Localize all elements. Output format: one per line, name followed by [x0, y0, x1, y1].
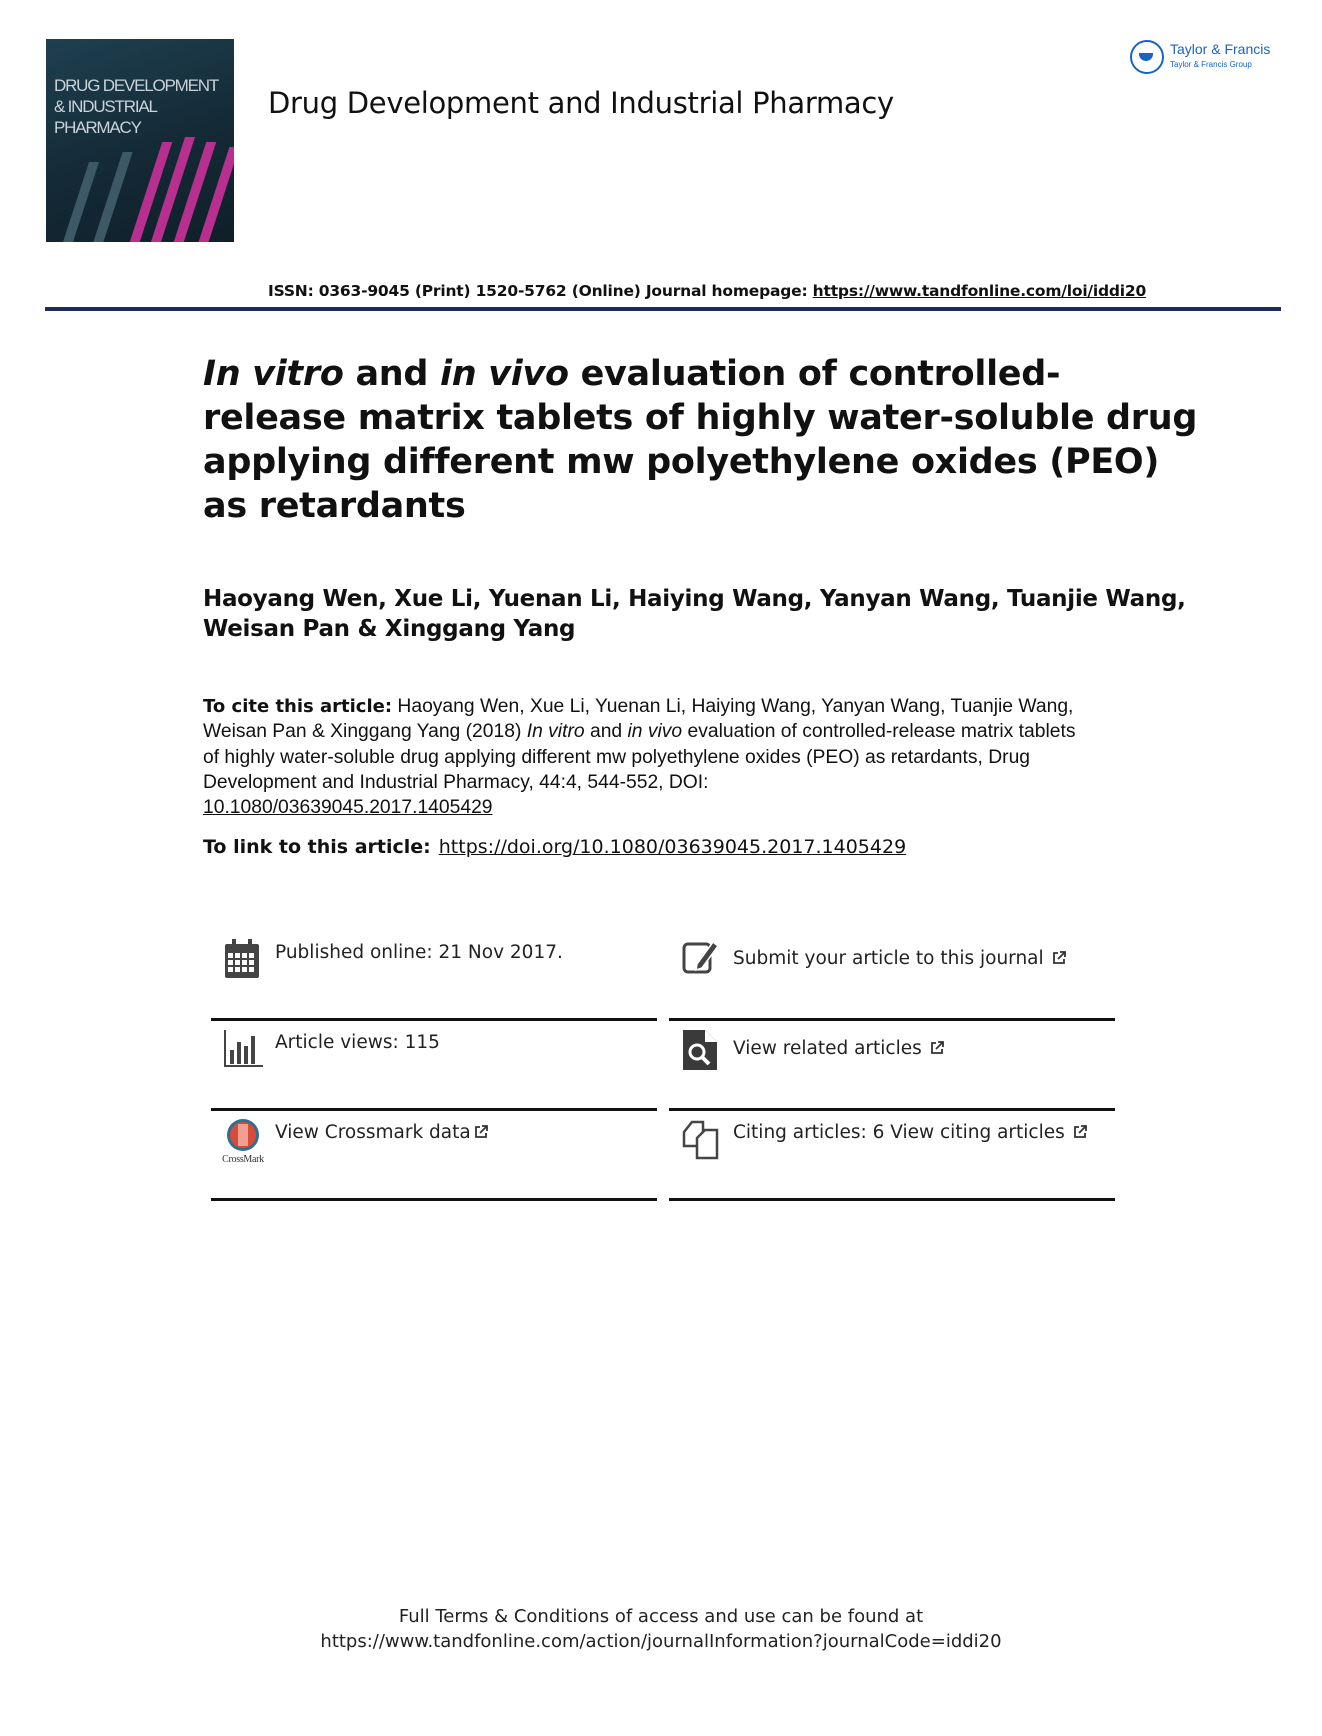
article-authors: Haoyang Wen, Xue Li, Yuenan Li, Haiying Wang, Yanyan Wang, Tuanjie Wang, Weisan Pan & Xinggang Yang — [203, 586, 1186, 642]
cover-stripe — [93, 152, 132, 242]
footer: Full Terms & Conditions of access and use can be found at https://www.tandfonline.com/action/journalInformation?journalCode=iddi20 — [0, 1604, 1322, 1654]
journal-cover-image — [46, 39, 234, 242]
cover-stripe — [63, 162, 99, 242]
external-link-icon — [930, 1041, 944, 1055]
publisher-name: Taylor & Francis — [1170, 41, 1271, 57]
article-link-line: To link to this article: https://doi.org/10.1080/03639045.2017.1405429 — [203, 836, 907, 858]
publisher-logo[interactable] — [1130, 38, 1290, 78]
external-link-icon — [1052, 951, 1066, 965]
citation-doi-link[interactable]: 10.1080/03639045.2017.1405429 — [203, 797, 493, 819]
journal-homepage-link[interactable]: https://www.tandfonline.com/loi/iddi20 — [812, 282, 1147, 300]
citation: To cite this article: Haoyang Wen, Xue Li, Yuenan Li, Haiying Wang, Yanyan Wang, Tuanjie Wang, Weisan Pan & Xinggang Yang (2018) In vitro and in vivo evaluation of controlled-release matrix tablets of highly water-soluble drug applying different mw polyethylene oxides (PEO) as retardants, Drug Development and Industrial Pharmacy, 44:4, 544-552, DOI: 10.1080/03639045.2017.1405429 — [203, 696, 1076, 819]
header-divider — [45, 307, 1281, 311]
external-link-icon — [474, 1125, 488, 1139]
crossmark-item[interactable]: CrossMark View Crossmark data — [211, 1108, 657, 1201]
document-search-icon — [681, 1028, 721, 1070]
article-title: In vitro and in vivo evaluation of controlled- release matrix tablets of highly water-soluble drug applying different mw polyethylene oxides (PEO) as retardants — [203, 354, 1198, 526]
edit-icon — [681, 938, 721, 980]
crossmark-logo-label: CrossMark — [222, 1154, 264, 1165]
issn-line: ISSN: 0363-9045 (Print) 1520-5762 (Online) Journal homepage: https://www.tandfonline.com/loi/iddi20 — [268, 282, 1147, 300]
related-articles-item[interactable]: View related articles — [669, 1018, 1115, 1111]
cover-title: DRUG DEVELOPMENT & INDUSTRIAL PHARMACY — [54, 76, 219, 137]
published-online-item: Published online: 21 Nov 2017. — [211, 928, 657, 1021]
submit-article-item[interactable]: Submit your article to this journal — [669, 928, 1115, 1021]
article-doi-link[interactable]: https://doi.org/10.1080/03639045.2017.1405429 — [438, 836, 907, 858]
cover-stripe — [130, 142, 172, 242]
documents-icon — [681, 1118, 721, 1160]
publisher-group: Taylor & Francis Group — [1170, 60, 1252, 69]
citing-articles-item[interactable]: Citing articles: 6 View citing articles — [669, 1108, 1115, 1201]
crossmark-icon — [223, 1118, 263, 1154]
journal-title: Drug Development and Industrial Pharmacy — [268, 86, 894, 120]
calendar-icon — [223, 938, 263, 980]
terms-link[interactable]: https://www.tandfonline.com/action/journalInformation?journalCode=iddi20 — [320, 1631, 1002, 1652]
bar-chart-icon — [223, 1028, 263, 1070]
external-link-icon — [1073, 1125, 1087, 1139]
article-views-item: Article views: 115 — [211, 1018, 657, 1111]
